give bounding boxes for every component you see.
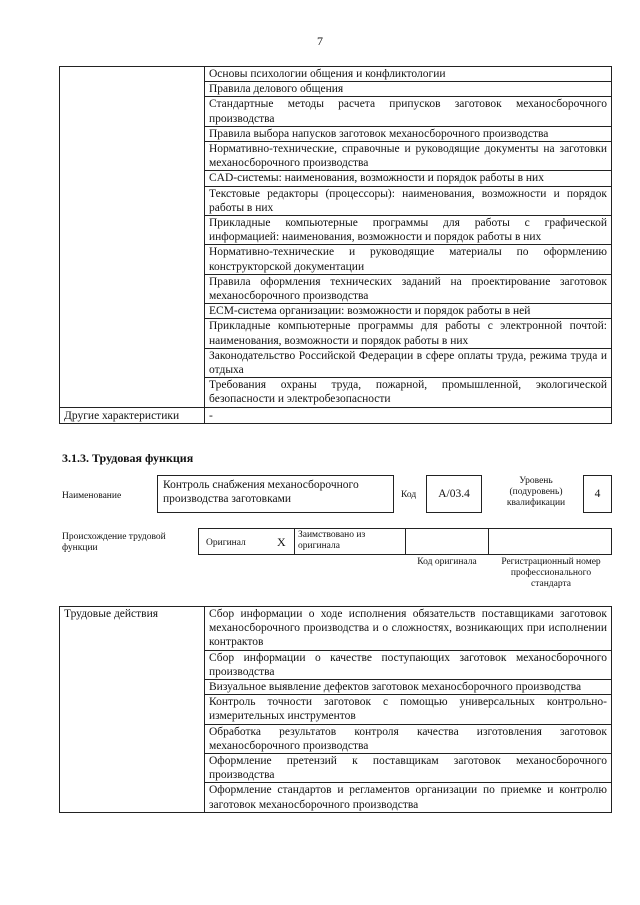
origin-box <box>198 528 612 555</box>
action-item: Визуальное выявление дефектов заготовок механосборочного производства <box>205 680 612 695</box>
knowledge-item: Текстовые редакторы (процессоры): наименования, возможности и порядок работы в них <box>205 186 612 215</box>
knowledge-item: Нормативно-технические, справочные и руководящие документы на заготовки механосборочного производства <box>205 142 612 171</box>
page-number: 7 <box>317 34 323 48</box>
code-value: А/03.4 <box>426 475 482 513</box>
origin-label: Происхождение трудовой функции <box>62 532 166 553</box>
code-label: Код <box>401 490 417 500</box>
knowledge-item: Законодательство Российской Федерации в сфере оплаты труда, режима труда и отдыха <box>205 348 612 377</box>
original-label: Оригинал <box>206 538 246 548</box>
other-characteristics-label: Другие характеристики <box>60 407 205 423</box>
original-mark: X <box>277 535 286 549</box>
level-value: 4 <box>583 475 612 513</box>
section-title: 3.1.3. Трудовая функция <box>62 451 194 465</box>
knowledge-item: Правила оформления технических заданий на проектирование заготовок механосборочного производства <box>205 274 612 303</box>
knowledge-item: ECM-система организации: возможности и порядок работы в ней <box>205 304 612 319</box>
other-characteristics-value: - <box>205 407 612 423</box>
action-item: Сбор информации о ходе исполнения обязательств поставщиками заготовок механосборочного производства и о сложностях, возникающих при исполнении контрактов <box>205 607 612 651</box>
action-item: Сбор информации о качестве поступающих заготовок механосборочного производства <box>205 650 612 679</box>
table-row <box>60 67 612 82</box>
knowledge-label-cell <box>60 67 205 408</box>
level-label: Уровень (подуровень) квалификации <box>506 476 566 508</box>
action-item: Оформление стандартов и регламентов организации по приемке и контролю заготовок механосборочного производства <box>205 783 612 812</box>
knowledge-item: Правила делового общения <box>205 82 612 97</box>
divider <box>488 529 489 554</box>
divider <box>405 529 406 554</box>
knowledge-item: Стандартные методы расчета припусков заготовок механосборочного производства <box>205 97 612 126</box>
name-label: Наименование <box>62 491 122 501</box>
knowledge-item: CAD-системы: наименования, возможности и порядок работы в них <box>205 171 612 186</box>
knowledge-table <box>59 66 612 424</box>
knowledge-item: Правила выбора напусков заготовок механосборочного производства <box>205 126 612 141</box>
actions-table <box>59 606 612 813</box>
borrowed-label: Заимствовано из оригинала <box>298 530 366 551</box>
knowledge-item: Прикладные компьютерные программы для работы с графической информацией: наименования, возможности и порядок работы в них <box>205 216 612 245</box>
divider <box>294 529 295 554</box>
knowledge-item: Нормативно-технические и руководящие материалы по оформлению конструкторской документации <box>205 245 612 274</box>
reg-number-label: Регистрационный номер профессионального стандарта <box>501 557 601 589</box>
action-item: Контроль точности заготовок с помощью универсальных контрольно-измерительных инструментов <box>205 695 612 724</box>
knowledge-item: Требования охраны труда, пожарной, промышленной, экологической безопасности и электробезопасности <box>205 378 612 407</box>
table-row <box>60 607 612 651</box>
knowledge-item: Прикладные компьютерные программы для работы с электронной почтой: наименования, возможности и порядок работы в них <box>205 319 612 348</box>
table-row <box>60 407 612 423</box>
code-original-label: Код оригинала <box>417 557 477 567</box>
knowledge-item: Основы психологии общения и конфликтологии <box>205 67 612 82</box>
action-item: Обработка результатов контроля качества изготовления заготовок механосборочного производства <box>205 724 612 753</box>
action-item: Оформление претензий к поставщикам заготовок механосборочного производства <box>205 754 612 783</box>
name-value: Контроль снабжения механосборочного производства заготовками <box>157 475 394 513</box>
actions-label: Трудовые действия <box>60 607 205 813</box>
